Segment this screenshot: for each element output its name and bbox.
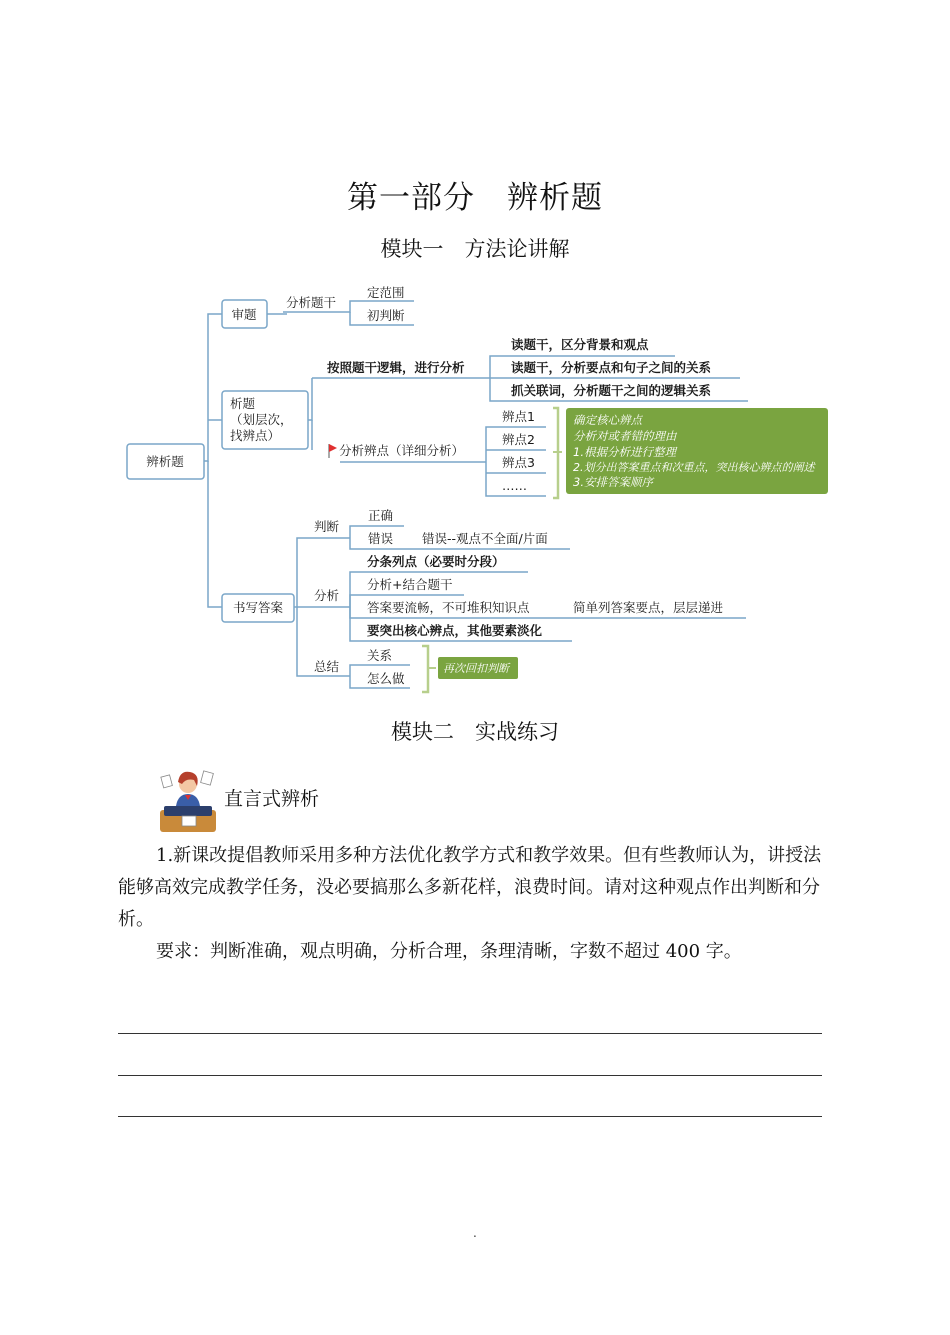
summary-note: 再次回扣判断 bbox=[443, 662, 509, 675]
analysis-leaf-1: 分条列点（必要时分段） bbox=[367, 554, 505, 569]
xiti-label-line-3: 找辨点） bbox=[230, 428, 281, 443]
page-title: 第一部分 辨析题 bbox=[347, 180, 603, 216]
judge-leaf-correct: 正确 bbox=[368, 508, 394, 523]
core-note-line-1: 确定核心辨点 bbox=[573, 413, 642, 427]
module-two-heading: 模块二 实战练习 bbox=[391, 720, 559, 744]
analysis-leaf-4: 要突出核心辨点，其他要素淡化 bbox=[367, 623, 543, 638]
analysis-extra: 简单列答案要点，层层递进 bbox=[573, 600, 724, 615]
points-leaf-3: 辨点3 bbox=[502, 455, 535, 470]
logic-label: 按照题干逻辑，进行分析 bbox=[327, 360, 465, 375]
points-leaf-1: 辨点1 bbox=[502, 409, 535, 424]
core-note-line-2: 分析对或者错的理由 bbox=[573, 429, 677, 443]
points-leaf-2: 辨点2 bbox=[502, 432, 535, 447]
judge-wrong-note: 错误--观点不全面/片面 bbox=[422, 531, 548, 546]
summary-label: 总结 bbox=[314, 659, 340, 674]
shenti-label: 审题 bbox=[231, 307, 257, 322]
judge-leaf-wrong: 错误 bbox=[368, 531, 394, 546]
question-1: 1.新课改提倡教师采用多种方法优化教学方式和教学效果。但有些教师认为，讲授法能够高效完成教学任务，没必要搞那么多新花样，浪费时间。请对这种观点作出判断和分析。 bbox=[118, 845, 822, 930]
analysis-leaf-2: 分析+结合题干 bbox=[367, 577, 453, 592]
requirement-text: 要求：判断准确，观点明确，分析合理，条理清晰，字数不超过 400 字。 bbox=[156, 941, 742, 962]
answer-line[interactable] bbox=[118, 1033, 822, 1034]
logic-leaf-3: 抓关联词，分析题干之间的逻辑关系 bbox=[511, 383, 712, 398]
page-footer-mark: . bbox=[473, 1226, 477, 1240]
judge-label: 判断 bbox=[314, 519, 340, 534]
core-note-line-5: 3.安排答案顺序 bbox=[573, 475, 653, 489]
mind-map bbox=[0, 270, 950, 700]
points-leaf-4: …… bbox=[502, 478, 527, 493]
xiti-label-line-2: （划层次， bbox=[230, 412, 293, 427]
analysis-leaf-3: 答案要流畅，不可堆积知识点 bbox=[367, 600, 530, 615]
shuxie-label: 书写答案 bbox=[232, 600, 284, 615]
teacher-illustration-icon bbox=[158, 766, 220, 834]
section-label: 直言式辨析 bbox=[224, 788, 320, 810]
summary-leaf-1: 关系 bbox=[367, 648, 393, 663]
points-label: 分析辨点（详细分析） bbox=[339, 443, 465, 458]
shenti-leaf-1: 定范围 bbox=[367, 285, 405, 300]
logic-leaf-2: 读题干，分析要点和句子之间的关系 bbox=[511, 360, 712, 375]
xiti-label-line-1: 析题 bbox=[230, 396, 256, 411]
answer-line[interactable] bbox=[118, 1116, 822, 1117]
flag-icon bbox=[329, 444, 337, 458]
core-note-line-4: 2.划分出答案重点和次重点，突出核心辨点的阐述 bbox=[573, 461, 815, 474]
core-note-line-3: 1.根据分析进行整理 bbox=[573, 445, 676, 459]
summary-leaf-2: 怎么做 bbox=[367, 671, 405, 686]
root-label: 辨析题 bbox=[146, 454, 184, 469]
shenti-sub-label: 分析题干 bbox=[286, 295, 337, 310]
module-one-heading: 模块一 方法论讲解 bbox=[380, 237, 570, 261]
logic-leaf-1: 读题干，区分背景和观点 bbox=[511, 337, 649, 352]
shenti-leaf-2: 初判断 bbox=[367, 308, 405, 323]
answer-line[interactable] bbox=[118, 1075, 822, 1076]
analysis-label: 分析 bbox=[314, 588, 340, 603]
